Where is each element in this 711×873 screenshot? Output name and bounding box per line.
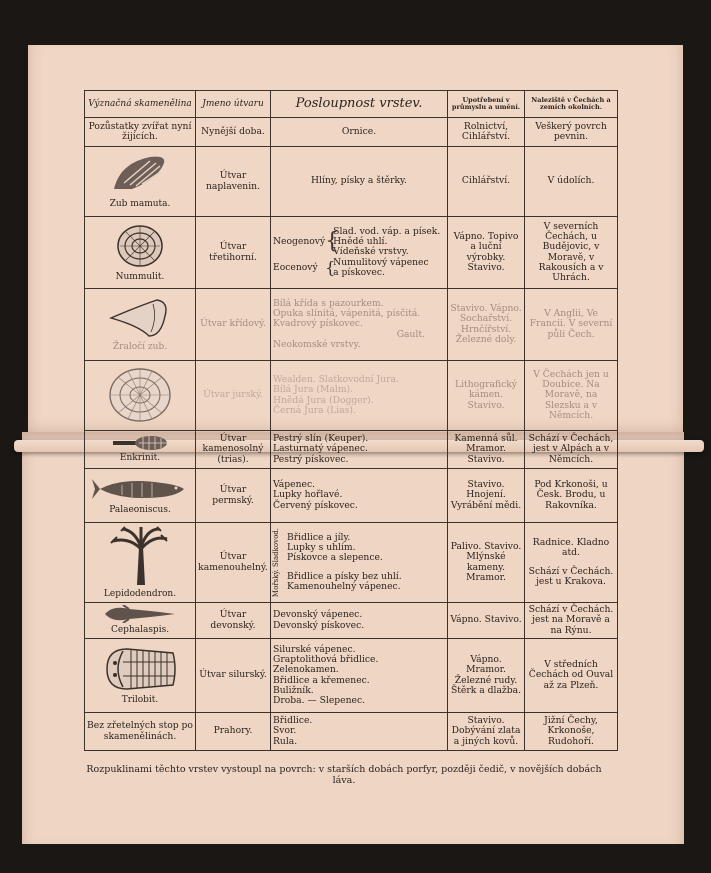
sites-lower: Schází v Čechách. jest u Krakova.: [528, 565, 614, 587]
sub-formation: Nynější doba.: [196, 118, 271, 147]
use-text: Kamenná sůl. Mramor. Stavivo.: [448, 431, 525, 469]
strata-line: Vápenec.: [273, 479, 316, 491]
strata-group-name: Eocenový: [273, 261, 318, 273]
brace-icon: {: [325, 229, 340, 255]
strata-line: Hnědá Jura (Dogger).: [273, 394, 374, 406]
strata-cell: [271, 523, 448, 603]
strata-line: Vídeňské vrstvy.: [333, 246, 409, 258]
table-subheader-row: [85, 118, 618, 147]
sub-fossil: Pozůstatky zvířat nyní žijících.: [85, 118, 196, 147]
table-row: [85, 361, 618, 431]
strata-line: Zelenokamen.: [273, 664, 339, 676]
table-row: [85, 523, 618, 603]
use-text: Stavivo. Dobývání zlata a jiných kovů.: [448, 713, 525, 751]
formation-name: Útvar devonský.: [196, 603, 271, 639]
sub-use: Rolnictví, Cihlářství.: [448, 118, 525, 147]
sites-text: Jižní Čechy, Krkonoše, Rudohoří.: [525, 713, 618, 751]
strata-cell: [271, 713, 448, 751]
cephalaspis-icon: [103, 605, 177, 623]
strata-line: Kvadrový pískovec.: [273, 318, 363, 330]
sites-text: V severních Čechách, u Budějovic, v Moravě, v Rakousích a v Uhrách.: [525, 217, 618, 289]
sites-text: Schází v Čechách. jest na Moravě a na Rýnu.: [525, 603, 618, 639]
strata-line: Břidlice.: [273, 715, 313, 727]
brace-icon: {: [325, 257, 336, 277]
strata-cell: [271, 361, 448, 431]
encrinite-icon: [111, 435, 169, 451]
strata-line: Opuka slínitá, vápenitá, písčitá.: [273, 308, 421, 320]
ammonite-icon: [108, 367, 172, 423]
strata-line: Svor.: [273, 725, 297, 737]
strata-line: Devonský vápenec.: [273, 609, 363, 621]
sub-strata: Ornice.: [271, 118, 448, 147]
nummulite-icon: [114, 222, 166, 270]
strata-line: Černá Jura (Lias).: [273, 404, 356, 416]
sites-cell: [525, 523, 618, 603]
sites-text: Pod Krkonoši, u Česk. Brodu, u Rakovníka.: [525, 469, 618, 523]
use-text: Stavivo. Vápno. Sochařství. Hrnčířství. Železné doly.: [448, 289, 525, 361]
table-row: [85, 147, 618, 217]
shark-tooth-icon: [109, 296, 171, 340]
strata-line: Pestrý pískovec.: [273, 453, 349, 465]
use-text: Lithografický kámen. Stavivo.: [448, 361, 525, 431]
formation-name: Útvar jurský.: [196, 361, 271, 431]
header-formation: Jmeno útvaru: [196, 91, 271, 118]
strata-line: Buližník.: [273, 684, 314, 696]
sites-text: V středních Čechách od Ouval až za Plzeň.: [525, 639, 618, 713]
fossil-name: Bez zřetelných stop po skamenělinách.: [85, 713, 196, 751]
table-row: [85, 603, 618, 639]
sites-text: Schází v Čechách, jest v Alpách a v Němcích.: [525, 431, 618, 469]
sites-text: V Čechách jen u Doubice. Na Moravě, na Slezsku a v Němcích.: [525, 361, 618, 431]
mammoth-tooth-icon: [110, 153, 170, 197]
fossil-name: Zub mamuta.: [109, 199, 171, 210]
strata-cell: [271, 639, 448, 713]
strata-line: Červený pískovec.: [273, 499, 358, 511]
strata-group-name: Neogenový: [273, 236, 326, 248]
marine-freshwater-label: Mořský. Sladkovod.: [272, 527, 280, 598]
strata-line: Neokomské vrstvy.: [273, 338, 361, 350]
formation-name: Prahory.: [196, 713, 271, 751]
strata-line: Břidlice a křemenec.: [273, 674, 370, 686]
sites-text: V údolích.: [525, 147, 618, 217]
lepidodendron-icon: [109, 525, 171, 587]
strata-cell: [271, 431, 448, 469]
formation-name: Útvar permský.: [196, 469, 271, 523]
strata-cell: [271, 469, 448, 523]
use-text: Vápno. Stavivo.: [448, 603, 525, 639]
strata-line: Lupky hořlavé.: [273, 489, 343, 501]
strata-line: Devonský pískovec.: [273, 619, 365, 631]
strata-line: Numulitový vápenec: [333, 256, 429, 268]
strata-line: Silurské vápenec.: [273, 643, 356, 655]
use-text: Stavivo. Hnojení. Vyrábění mědi.: [448, 469, 525, 523]
fossil-name: Žraločí zub.: [112, 342, 168, 353]
use-text: Vápno. Topivo a luční výrobky. Stavivo.: [448, 217, 525, 289]
strata-cell: [271, 289, 448, 361]
formation-name: Útvar kamenouhelný.: [196, 523, 271, 603]
strata-line: Wealden. Slatkovodní Jura.: [273, 373, 399, 385]
fossil-name: Enkrinit.: [119, 453, 161, 464]
table-row: [85, 713, 618, 751]
fish-fossil-icon: [92, 475, 188, 503]
use-text: Vápno. Mramor. Železné rudy. Štěrk a dlažba.: [448, 639, 525, 713]
strata-line: Gault.: [396, 328, 425, 340]
strata-line: Lasturnatý vápenec.: [273, 443, 368, 455]
strata-line: Břidlice a písky bez uhlí.: [287, 570, 402, 582]
strata-line: Pískovce a slepence.: [287, 552, 383, 564]
strata-line: Bílá křída s pazourkem.: [273, 297, 384, 309]
fossil-name: Nummulit.: [115, 272, 165, 283]
table-row: [85, 431, 618, 469]
strata-line: Bílá Jura (Malm).: [273, 384, 354, 396]
fossil-name: Cephalaspis.: [110, 625, 170, 636]
fossil-name: Trilobit.: [121, 695, 159, 706]
sub-sites: Veškerý povrch pevnin.: [525, 118, 618, 147]
table-row: [85, 289, 618, 361]
formation-name: Útvar kamenosolný (trias).: [196, 431, 271, 469]
table-row: [85, 217, 618, 289]
strata-line: Kamenouhelný vápenec.: [287, 580, 401, 592]
strata-line: a pískovec.: [333, 266, 385, 278]
strata-line: Lupky s uhlím.: [287, 542, 356, 554]
table-header-row: [85, 91, 618, 118]
strata-cell: [271, 603, 448, 639]
use-text: Cihlářství.: [448, 147, 525, 217]
sites-text: V Anglii, Ve Francii. V severní půli Čech.: [525, 289, 618, 361]
fossil-name: Lepidodendron.: [103, 589, 177, 600]
formation-name: Útvar třetihorní.: [196, 217, 271, 289]
header-sites: Naleziště v Čechách a zemích okolních.: [525, 91, 618, 118]
formation-name: Útvar křídový.: [196, 289, 271, 361]
fossil-name: Palaeoniscus.: [109, 505, 171, 516]
header-use: Upotřebení v průmyslu a umění.: [448, 91, 525, 118]
use-text: Palivo. Stavivo. Mlýnské kameny. Mramor.: [448, 523, 525, 603]
strata-line: Pestrý slín (Keuper).: [273, 433, 369, 445]
strata-line: Droba. — Slepenec.: [273, 695, 366, 707]
geology-table: [84, 90, 618, 751]
strata-line: Břidlice a jíly.: [287, 531, 351, 543]
strata-line: Slad. vod. váp. a písek.: [333, 225, 441, 237]
strata-cell: [271, 217, 448, 289]
trilobite-icon: [101, 645, 179, 693]
header-fossil: Význačná skamenělina: [85, 91, 196, 118]
strata-line: Graptolithová břidlice.: [273, 653, 379, 665]
footnote: Rozpuklinami těchto vrstev vystoupl na povrch: v starších dobách porfyr, později čedič, v novějších dobách láva.: [86, 764, 602, 787]
header-strata: Posloupnost vrstev.: [271, 91, 448, 118]
strata-text: Hlíny, písky a štěrky.: [271, 147, 448, 217]
strata-line: Rula.: [273, 735, 298, 747]
sites-upper: Radnice. Kladno atd.: [532, 536, 610, 559]
formation-name: Útvar silurský.: [196, 639, 271, 713]
table-row: [85, 469, 618, 523]
table-row: [85, 639, 618, 713]
strata-line: Hnědé uhlí.: [333, 236, 388, 248]
formation-name: Útvar naplavenin.: [196, 147, 271, 217]
